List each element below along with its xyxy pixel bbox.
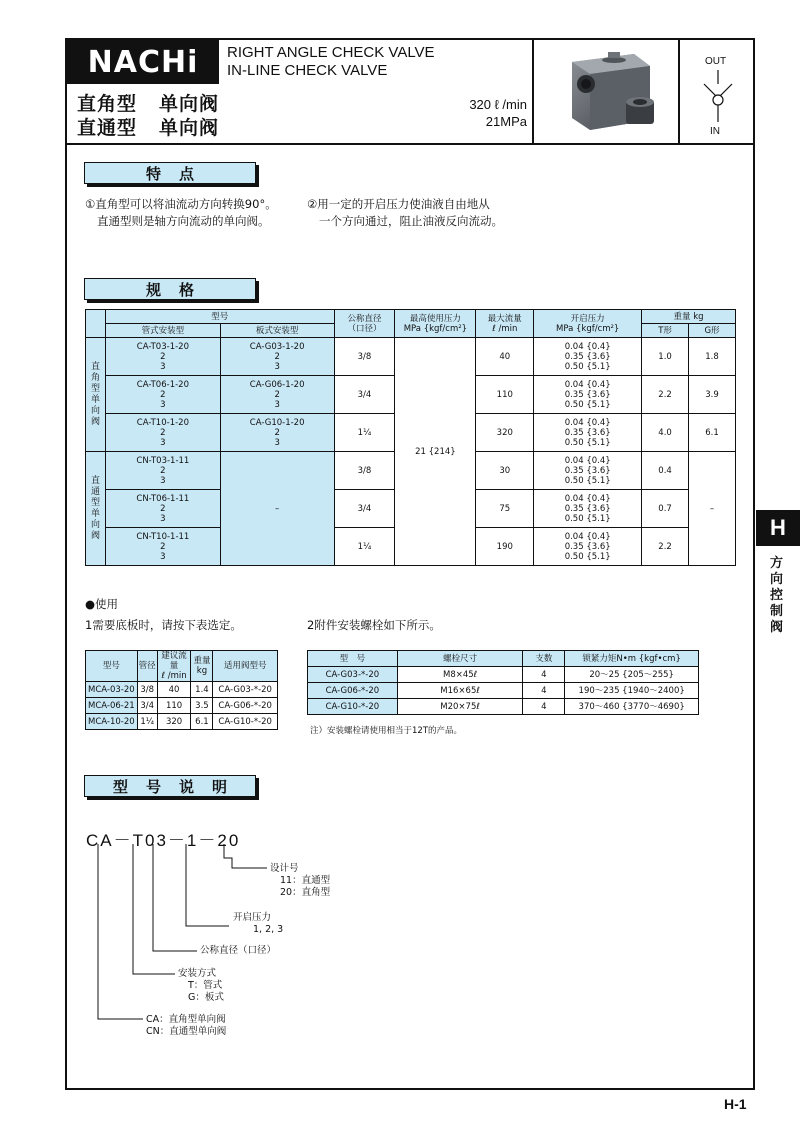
cell-pipe: CA-T03-1-20 2 3 — [105, 338, 220, 376]
cell-pipe: CN-T06-1-11 2 3 — [105, 490, 220, 528]
check-valve-photo — [534, 40, 680, 143]
legend-design-20: 20：直角型 — [280, 887, 331, 898]
col-weight: 重量 kg — [642, 310, 736, 324]
bolt-size: M16×65ℓ — [397, 683, 523, 699]
cell-weight-g: 6.1 — [689, 414, 736, 452]
feature-2-line-2: 一个方向通过，阻止油液反向流动。 — [319, 214, 503, 228]
cell-weight-t: 2.2 — [642, 376, 689, 414]
cell-plate: CA-G03-1-20 2 3 — [220, 338, 334, 376]
section-tab-h[interactable] — [756, 510, 800, 546]
bolt-qty: 4 — [523, 667, 565, 683]
cell-flow: 75 — [476, 490, 534, 528]
sub-plate-col-model: 型号 — [86, 651, 138, 682]
sub-plate-col-weight: 重量 kg — [191, 651, 213, 682]
bolt-col-qty: 支数 — [523, 651, 565, 667]
sub-plate-flow: 40 — [157, 682, 191, 698]
bolt-col-torque: 锁紧力矩N•m {kgf•cm} — [565, 651, 699, 667]
cell-cracking: 0.04 {0.4} 0.35 {3.6} 0.50 {5.1} — [534, 452, 642, 490]
col-model: 型号 — [105, 310, 334, 324]
en-title-in-line: IN-LINE CHECK VALVE — [227, 62, 388, 79]
cell-pipe: CA-T10-1-20 2 3 — [105, 414, 220, 452]
page-number: H-1 — [724, 1096, 747, 1112]
header-specs — [427, 96, 527, 130]
bolt-torque: 190～235 {1940～2400} — [565, 683, 699, 699]
cell-pipe: CA-T06-1-20 2 3 — [105, 376, 220, 414]
cell-flow: 110 — [476, 376, 534, 414]
cell-cracking: 0.04 {0.4} 0.35 {3.6} 0.50 {5.1} — [534, 414, 642, 452]
bolt-torque: 370～460 {3770～4690} — [565, 699, 699, 715]
cell-flow: 190 — [476, 528, 534, 566]
legend-cracking-values: 1, 2, 3 — [253, 924, 284, 935]
sub-plate-valve: CA-G10-*-20 — [213, 714, 278, 730]
cell-weight-g: 1.8 — [689, 338, 736, 376]
sub-plate-weight: 3.5 — [191, 698, 213, 714]
table-row — [86, 682, 278, 698]
sub-plate-col-flow: 建议流量 ℓ /min — [157, 651, 191, 682]
bolt-note: 注）安装螺栓请使用相当于12T的产品。 — [310, 726, 463, 736]
table-row — [86, 338, 736, 376]
cell-weight-g: 3.9 — [689, 376, 736, 414]
nachi-logo — [67, 40, 219, 84]
cell-cracking: 0.04 {0.4} 0.35 {3.6} 0.50 {5.1} — [534, 528, 642, 566]
cn-title-1b: 单向阀 — [159, 93, 220, 115]
cell-weight-t: 0.7 — [642, 490, 689, 528]
bolt-size: M20×75ℓ — [397, 699, 523, 715]
cell-plate: CA-G10-1-20 2 3 — [220, 414, 334, 452]
legend-size: 公称直径（口径） — [200, 945, 277, 956]
cell-weight-t: 4.0 — [642, 414, 689, 452]
cell-size: 3/4 — [334, 490, 395, 528]
sub-plate-model: MCA-06-21 — [86, 698, 138, 714]
sub-plate-col-size: 管径 — [137, 651, 157, 682]
legend-design-11: 11：直通型 — [280, 875, 331, 886]
feature-2 — [307, 196, 503, 230]
cell-pipe: CN-T03-1-11 2 3 — [105, 452, 220, 490]
feature-1-line-2: 直通型则是轴方向流动的单向阀。 — [97, 214, 270, 228]
spec-heading-text: 规格 — [145, 280, 212, 299]
model-code: CA－T03－1－20 — [86, 831, 241, 850]
sub-plate-size: 3/8 — [137, 682, 157, 698]
cn-title-2b: 单向阀 — [159, 117, 220, 139]
col-max-pressure: 最高使用压力 MPa {kgf/cm²} — [395, 310, 476, 338]
bolt-model: CA-G03-*-20 — [308, 667, 398, 683]
table-row — [308, 667, 699, 683]
cell-plate-none: – — [220, 452, 334, 566]
table-row — [86, 714, 278, 730]
check-valve-symbol-icon — [700, 70, 736, 122]
bolt-torque: 20～25 {205～255} — [565, 667, 699, 683]
legend-design-title: 设计号 — [270, 863, 299, 874]
col-weight-g: G形 — [689, 324, 736, 338]
table-row — [86, 698, 278, 714]
cell-max-pressure: 21 {214} — [395, 338, 476, 566]
model-heading — [84, 775, 256, 797]
legend-mount — [178, 968, 224, 1004]
section-side-label: 方向控制阀 — [770, 556, 784, 635]
feature-1 — [85, 196, 277, 230]
header-flow: 320 ℓ /min — [469, 97, 527, 112]
logo-text: NACHi — [87, 44, 199, 80]
english-titles — [227, 44, 435, 80]
cell-size: 1¹⁄₄ — [334, 528, 395, 566]
cn-title-2a: 直通型 — [77, 117, 138, 139]
bolt-model: CA-G10-*-20 — [308, 699, 398, 715]
chinese-titles — [77, 92, 219, 140]
bolt-model: CA-G06-*-20 — [308, 683, 398, 699]
cell-weight-t: 2.2 — [642, 528, 689, 566]
usage-title: ●使用 — [85, 597, 119, 611]
cell-pipe: CN-T10-1-11 2 3 — [105, 528, 220, 566]
sub-plate-col-valve: 适用阀型号 — [213, 651, 278, 682]
group-cn-label: 直通型单向阀 — [86, 452, 106, 566]
spec-table — [85, 309, 736, 566]
legend-mount-title: 安装方式 — [178, 968, 217, 979]
col-cracking: 开启压力 MPa {kgf/cm²} — [534, 310, 642, 338]
sub-plate-size: 3/4 — [137, 698, 157, 714]
features-heading-text: 特点 — [145, 164, 212, 183]
legend-mount-t: T：管式 — [188, 980, 223, 991]
sub-plate-flow: 320 — [157, 714, 191, 730]
valve-image-box — [532, 40, 678, 143]
cell-cracking: 0.04 {0.4} 0.35 {3.6} 0.50 {5.1} — [534, 376, 642, 414]
usage-note-2: 2附件安装螺栓如下所示。 — [307, 618, 441, 632]
cell-size: 1¹⁄₄ — [334, 414, 395, 452]
table-row — [308, 699, 699, 715]
bolt-size: M8×45ℓ — [397, 667, 523, 683]
cell-size: 3/4 — [334, 376, 395, 414]
bolt-col-size: 螺栓尺寸 — [397, 651, 523, 667]
bolt-table — [307, 650, 699, 715]
cell-weight-t: 1.0 — [642, 338, 689, 376]
header-pressure: 21MPa — [485, 114, 527, 129]
cell-cracking: 0.04 {0.4} 0.35 {3.6} 0.50 {5.1} — [534, 490, 642, 528]
model-heading-text: 型号说明 — [112, 777, 245, 796]
cell-plate: CA-G06-1-20 2 3 — [220, 376, 334, 414]
section-tab-letter: H — [770, 515, 786, 540]
col-plate: 板式安装型 — [220, 324, 334, 338]
en-title-right-angle: RIGHT ANGLE CHECK VALVE — [227, 44, 435, 61]
cn-title-1a: 直角型 — [77, 93, 138, 115]
legend-cracking-title: 开启压力 — [233, 912, 272, 923]
cell-weight-t: 0.4 — [642, 452, 689, 490]
cell-flow: 40 — [476, 338, 534, 376]
sub-plate-table — [85, 650, 278, 730]
cell-cracking: 0.04 {0.4} 0.35 {3.6} 0.50 {5.1} — [534, 338, 642, 376]
sub-plate-size: 1¹⁄₄ — [137, 714, 157, 730]
legend-type — [146, 1014, 226, 1038]
col-pipe: 管式安装型 — [105, 324, 220, 338]
sub-plate-flow: 110 — [157, 698, 191, 714]
sub-plate-model: MCA-10-20 — [86, 714, 138, 730]
legend-cracking — [233, 912, 283, 936]
bolt-qty: 4 — [523, 699, 565, 715]
table-row — [308, 683, 699, 699]
legend-cn: CN：直通型单向阀 — [146, 1026, 227, 1037]
page-frame — [65, 38, 755, 1090]
cell-weight-g-none: – — [689, 452, 736, 566]
col-weight-t: T形 — [642, 324, 689, 338]
header — [67, 40, 753, 145]
usage-note-1: 1需要底板时，请按下表选定。 — [85, 618, 242, 632]
bolt-qty: 4 — [523, 683, 565, 699]
cell-size: 3/8 — [334, 452, 395, 490]
sub-plate-valve: CA-G06-*-20 — [213, 698, 278, 714]
col-size: 公称直径 （口径） — [334, 310, 395, 338]
group-ca-label: 直角型单向阀 — [86, 338, 106, 452]
feature-1-line-1: ①直角型可以将油流动方向转换90°。 — [85, 197, 277, 211]
cell-flow: 320 — [476, 414, 534, 452]
sub-plate-model: MCA-03-20 — [86, 682, 138, 698]
hydraulic-symbol-box — [678, 40, 753, 143]
features-heading — [84, 162, 256, 184]
cell-size: 3/8 — [334, 338, 395, 376]
cell-flow: 30 — [476, 452, 534, 490]
symbol-out-label: OUT — [705, 56, 727, 67]
sub-plate-weight: 6.1 — [191, 714, 213, 730]
symbol-in-label: IN — [710, 126, 720, 137]
sub-plate-valve: CA-G03-*-20 — [213, 682, 278, 698]
feature-2-line-1: ②用一定的开启压力使油液自由地从 — [307, 197, 490, 211]
legend-ca: CA：直角型单向阀 — [146, 1014, 226, 1025]
spec-heading — [84, 278, 256, 300]
legend-mount-g: G：板式 — [188, 992, 224, 1003]
bolt-col-model: 型 号 — [308, 651, 398, 667]
sub-plate-weight: 1.4 — [191, 682, 213, 698]
legend-design — [270, 863, 330, 899]
col-max-flow: 最大流量 ℓ /min — [476, 310, 534, 338]
